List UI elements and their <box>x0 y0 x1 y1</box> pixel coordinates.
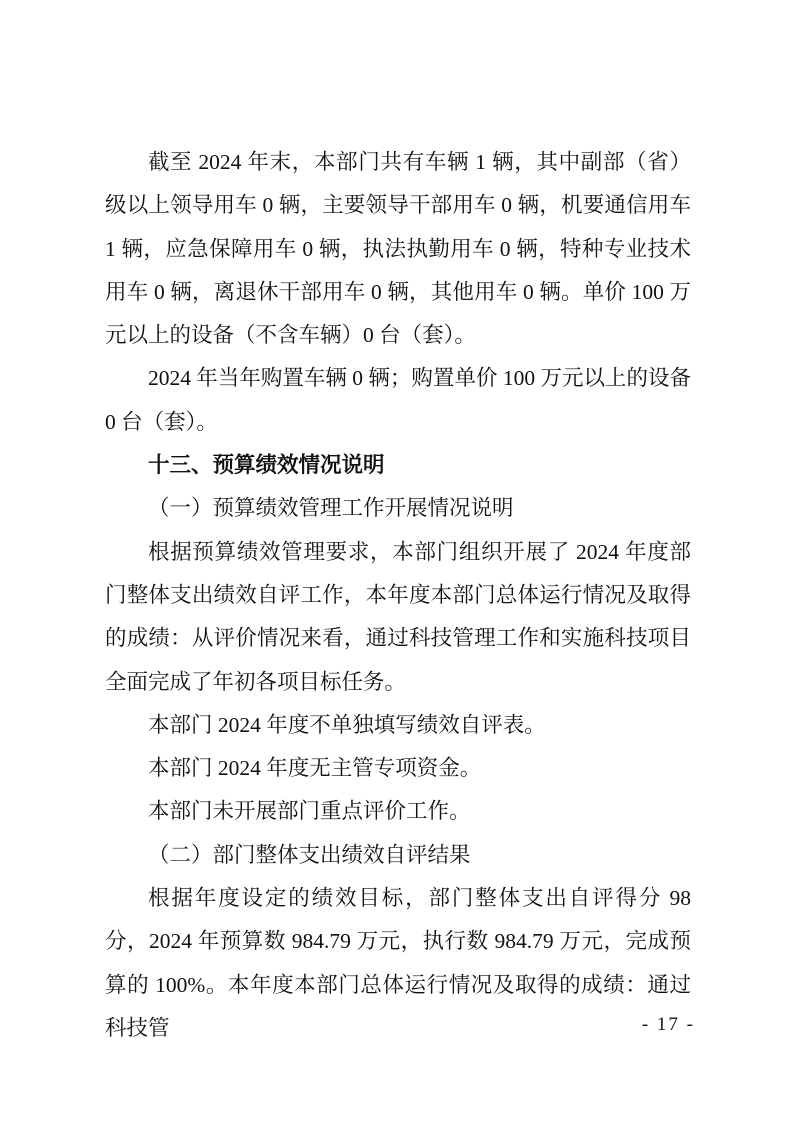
paragraph: 本部门 2024 年度不单独填写绩效自评表。 <box>148 712 546 737</box>
paragraph: 本部门 2024 年度无主管专项资金。 <box>148 756 482 781</box>
paragraph: 截至 2024 年末，本部门共有车辆 1 辆，其中副部（省）级以上领导用车 0 辆，主要领导干部用车 0 辆，机要通信用车 1 辆，应急保障用车 0 辆，执法执勤用车 0 辆，特种专业技术用车 0 辆，离退休干部用车 0 辆，其他用车 0 辆。单价 100 万元以上的设备（不含车辆）0 台（套）。 <box>105 150 691 348</box>
paragraph: （二）部门整体支出绩效自评结果 <box>148 842 471 867</box>
paragraph: 2024 年当年购置车辆 0 辆；购置单价 100 万元以上的设备 0 台（套）。 <box>105 366 691 434</box>
paragraph: （一）预算绩效管理工作开展情况说明 <box>148 496 514 521</box>
page-number: - 17 - <box>641 1014 695 1035</box>
document-body <box>105 141 691 1050</box>
paragraph: 根据年度设定的绩效目标，部门整体支出自评得分 98 分，2024 年预算数 984.79 万元，执行数 984.79 万元，完成预算的 100%。本年度本部门总体运行情况及取得的成绩：通过科技管 <box>105 886 691 1040</box>
section-heading: 十三、预算绩效情况说明 <box>148 453 385 478</box>
paragraph: 根据预算绩效管理要求，本部门组织开展了 2024 年度部门整体支出绩效自评工作，本年度本部门总体运行情况及取得的成绩：从评价情况来看，通过科技管理工作和实施科技项目全面完成了年初各项目标任务。 <box>105 539 691 694</box>
paragraph: 本部门未开展部门重点评价工作。 <box>148 799 471 824</box>
